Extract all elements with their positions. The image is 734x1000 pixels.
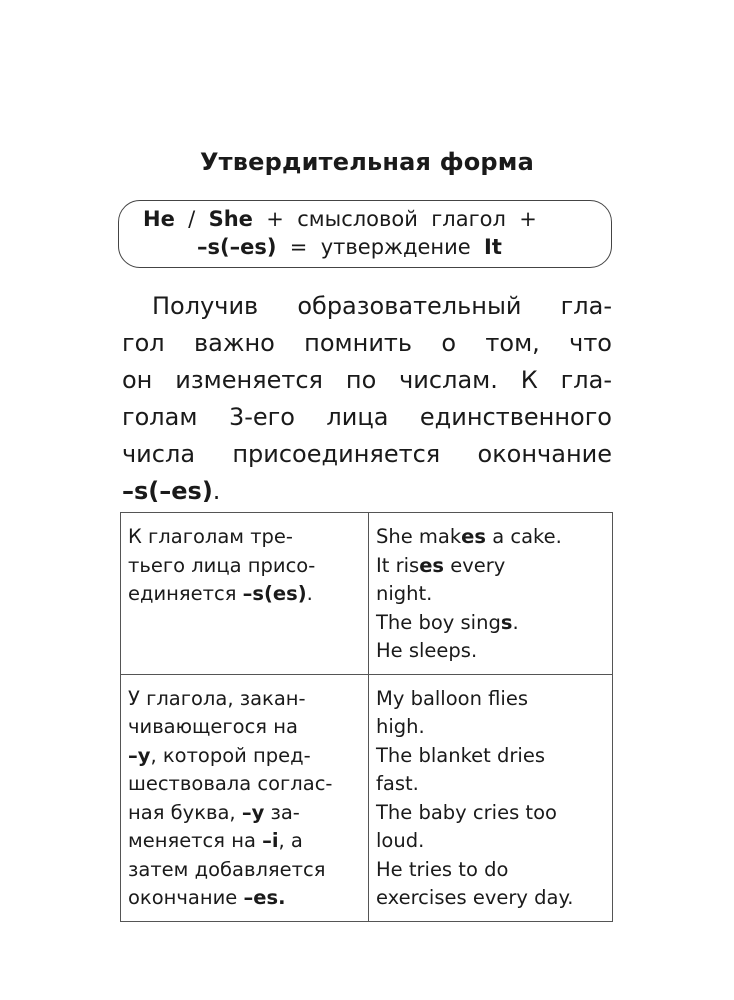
bold-text: es — [419, 553, 445, 577]
cell-line — [128, 827, 362, 856]
text: К глаголам тре- — [128, 525, 293, 548]
cell-line — [128, 770, 362, 799]
text: меняется на — [128, 829, 263, 852]
text: , а — [278, 829, 303, 852]
text: чивающегося на — [128, 715, 298, 738]
paragraph-line — [122, 325, 612, 362]
paragraph-line — [122, 288, 612, 325]
text: У глагола, закан- — [128, 686, 306, 710]
cell-line — [128, 552, 362, 581]
bold-text: –s(–es) — [197, 235, 277, 259]
text: Получив образовательный гла- — [152, 292, 612, 320]
text: голам 3-его лица единственного — [122, 403, 612, 431]
cell-line — [376, 523, 606, 552]
examples-cell — [369, 674, 613, 921]
text: / — [174, 207, 209, 231]
text: She mak — [376, 525, 462, 548]
section-title: Утвердительная форма — [199, 148, 535, 176]
cell-line — [376, 827, 606, 856]
cell-line — [376, 637, 606, 666]
text: He tries to do — [376, 857, 509, 881]
text: loud. — [376, 829, 425, 852]
table-row — [121, 674, 613, 921]
text: fast. — [376, 772, 419, 795]
text: , которой пред- — [150, 743, 311, 767]
paragraph-line — [122, 399, 612, 436]
cell-line — [376, 799, 606, 828]
paragraph-line — [122, 436, 612, 473]
cell-line — [376, 713, 606, 742]
cell-line — [128, 713, 362, 742]
cell-line — [376, 884, 606, 913]
cell-line — [128, 685, 362, 714]
cell-line — [376, 580, 606, 609]
text: My balloon flies — [376, 686, 529, 710]
text: он изменяется по числам. К гла- — [122, 366, 612, 394]
text: night. — [376, 582, 433, 605]
cell-line — [128, 856, 362, 885]
text: тьего лица присо- — [128, 553, 316, 577]
examples-cell — [369, 513, 613, 675]
table-row — [121, 513, 613, 675]
bold-text: –es. — [243, 886, 286, 909]
text: = утверждение — [276, 235, 485, 259]
text: числа присоединяется окончание — [122, 440, 612, 468]
text: The blanket dries — [376, 743, 545, 767]
bold-text: es — [461, 525, 487, 548]
paragraph-line — [122, 473, 612, 510]
text: He sleeps. — [376, 639, 478, 662]
rule-cell — [121, 674, 369, 921]
cell-line — [128, 884, 362, 913]
bold-text: She — [208, 207, 253, 231]
text: The boy sing — [376, 610, 501, 634]
text: затем добавляется — [128, 857, 326, 881]
cell-line — [128, 742, 362, 771]
paragraph-line — [122, 362, 612, 399]
cell-line — [376, 685, 606, 714]
bold-text: s — [500, 610, 513, 634]
text: гол важно помнить о том, что — [122, 329, 612, 357]
text: . — [212, 477, 221, 505]
text: окончание — [128, 886, 244, 909]
text: every — [444, 553, 506, 577]
bold-text: –s(–es) — [122, 477, 213, 505]
bold-text: –y — [128, 743, 151, 767]
bold-text: –i — [262, 829, 279, 852]
text: . — [512, 610, 519, 634]
cell-line — [376, 552, 606, 581]
rule-cell — [121, 513, 369, 675]
cell-line — [376, 609, 606, 638]
formula-line-1 — [143, 207, 537, 231]
formula-box — [118, 200, 612, 268]
text: . — [306, 582, 313, 605]
text: The baby cries too — [376, 800, 557, 824]
text: единяется — [128, 582, 243, 605]
text: a cake. — [486, 525, 562, 548]
cell-line — [376, 856, 606, 885]
rules-table — [120, 512, 613, 922]
cell-line — [376, 742, 606, 771]
text: ная буква, — [128, 800, 242, 824]
bold-text: –s(es) — [242, 582, 307, 605]
bold-text: –y — [241, 800, 265, 824]
text: exercises every day. — [376, 886, 574, 909]
cell-line — [128, 523, 362, 552]
text: + смысловой глагол + — [252, 207, 537, 231]
cell-line — [376, 770, 606, 799]
text: шествовала соглас- — [128, 772, 333, 795]
text: It ris — [376, 553, 420, 577]
bold-text: It — [484, 235, 502, 259]
explanation-paragraph — [122, 288, 612, 510]
text: за- — [264, 800, 300, 824]
formula-line-2 — [197, 235, 502, 259]
cell-line — [128, 799, 362, 828]
bold-text: He — [143, 207, 175, 231]
text: high. — [376, 715, 425, 738]
cell-line — [128, 580, 362, 609]
